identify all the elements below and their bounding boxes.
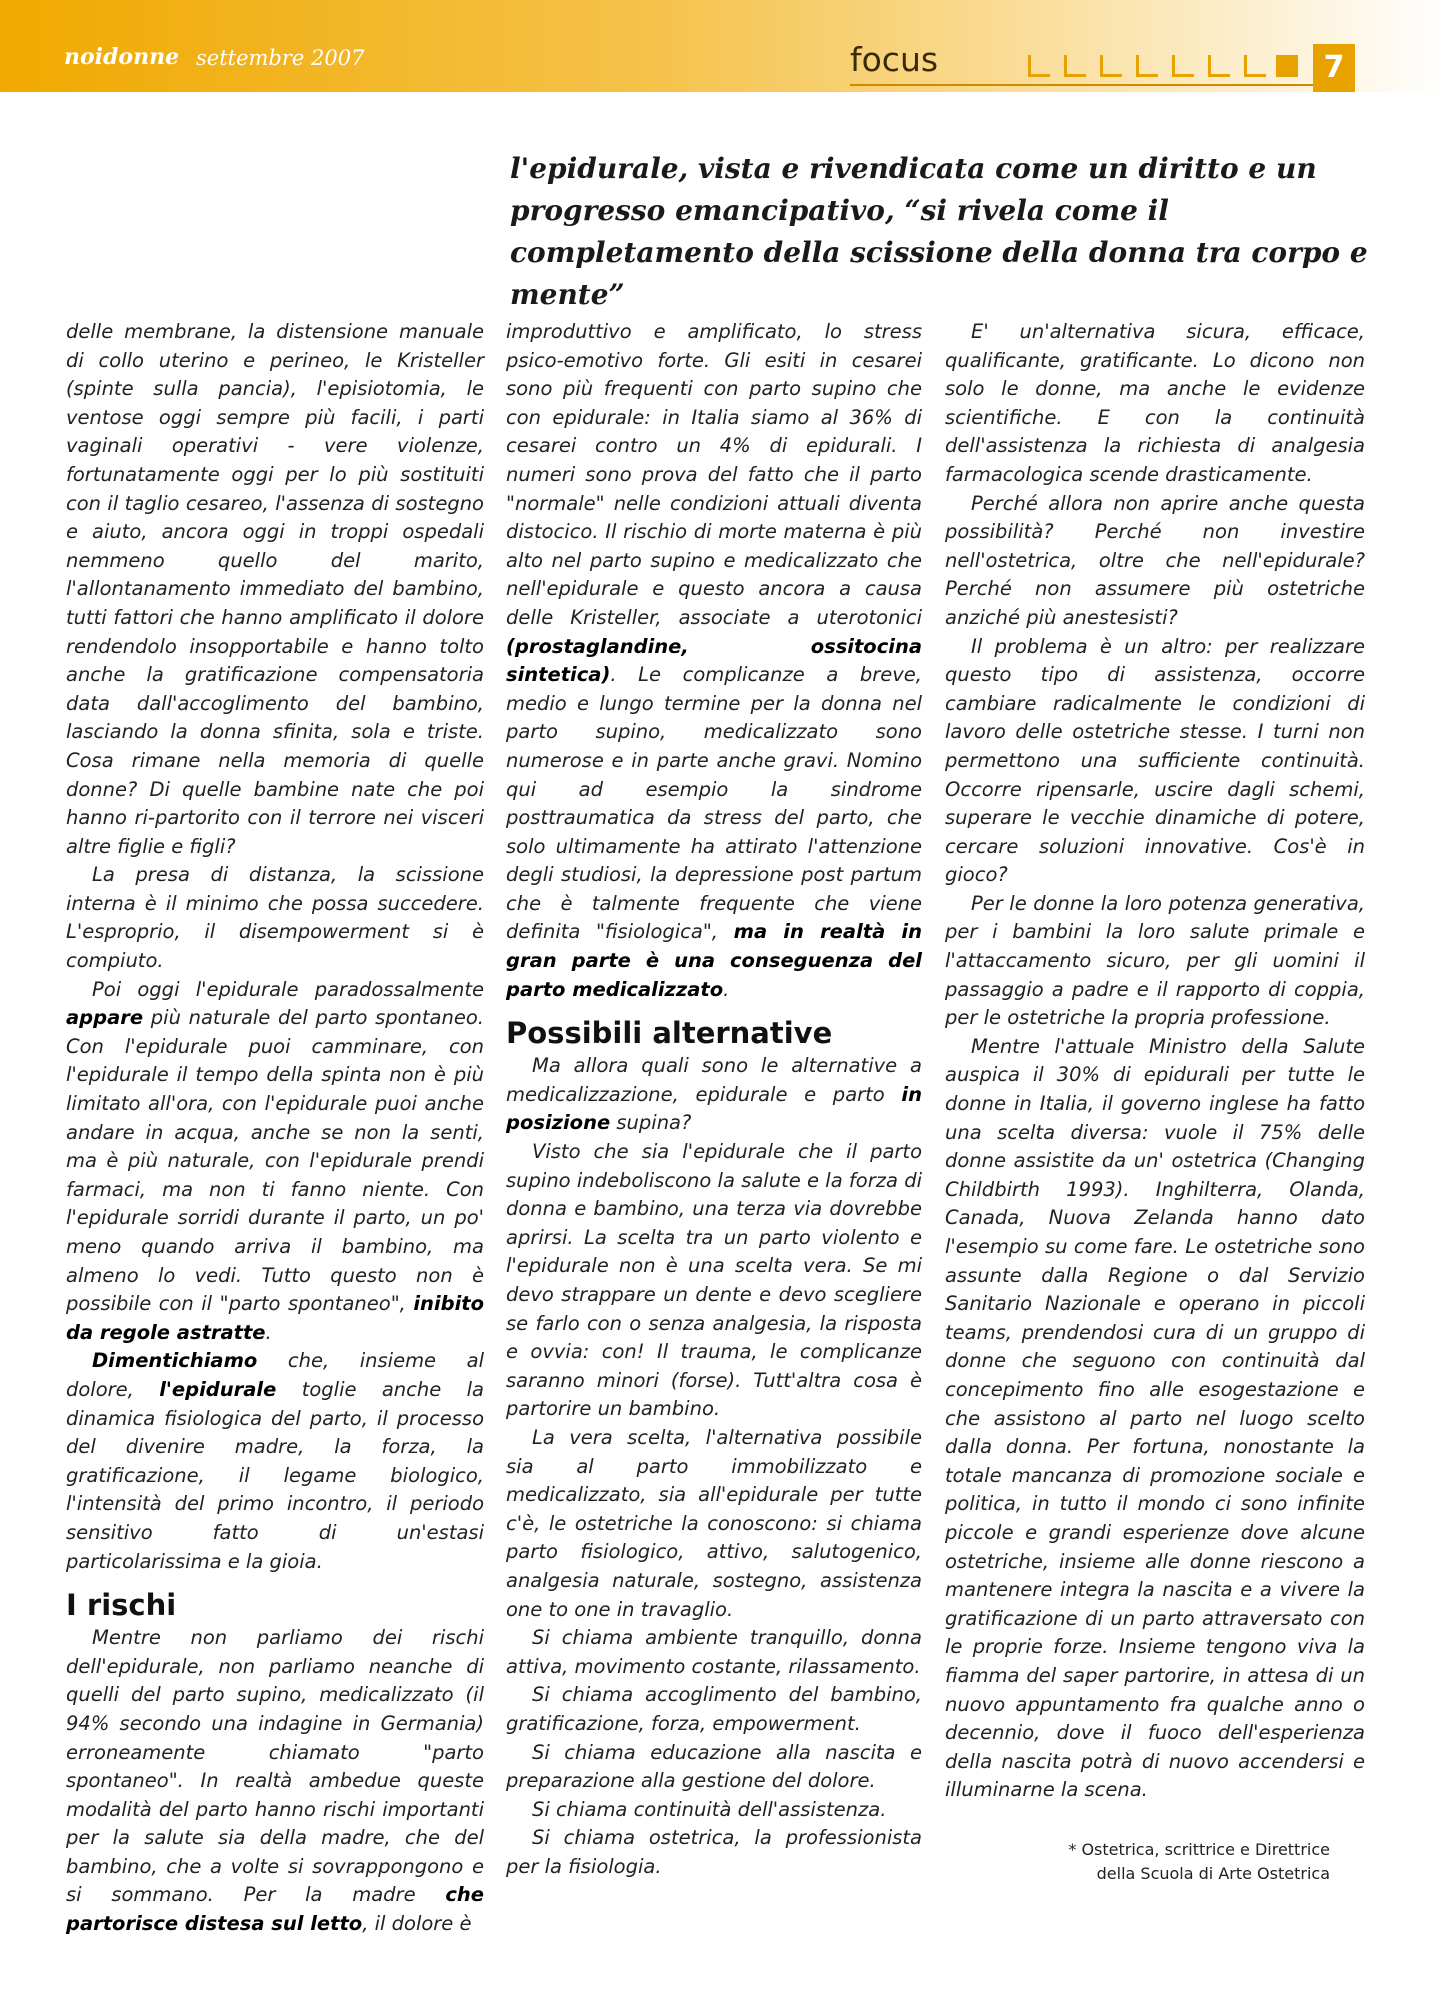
magazine-name: noidonne	[64, 44, 180, 70]
pull-quote: l'epidurale, vista e rivendicata come un diritto e un progresso emancipativo, “si rivela come il completamento della scissione della donna tra corpo e mente”	[510, 152, 1368, 311]
author-footnote: * Ostetrica, scrittrice e Direttrice della Scuola di Arte Ostetrica	[1068, 1840, 1330, 1883]
paragraph: improduttivo e amplificato, lo stress psico-emotivo forte. Gli esiti in cesarei sono più frequenti con parto supino che con epidurale: in Italia siamo al 36% di cesarei contro un 4% di epidurali. I numeri sono prova del fatto che il parto "normale" nelle condizioni attuali diventa distocico. Il rischio di morte materna è più alto nel parto supino e medicalizzato che nell'epidurale e questo ancora a causa delle Kristeller, associate a uterotonici (prostaglandine, ossitocina sintetica). Le complicanze a breve, medio e lungo termine per la donna nel parto supino, medicalizzato sono numerose e in parte anche gravi. Nomino qui ad esempio la sindrome posttraumatica da stress del parto, che solo ultimamente ha attirato l'attenzione degli studiosi, la depressione post partum che è talmente frequente che viene definita "fisiologica", ma in realtà in gran parte è una conseguenza del parto medicalizzato.	[506, 320, 922, 1001]
header-rule	[850, 84, 1330, 86]
article-column-1	[66, 318, 484, 1939]
paragraph: Si chiama ostetrica, la professionista per la fisiologia.	[506, 1826, 922, 1878]
paragraph: E' un'alternativa sicura, efficace, qualificante, gratificante. Lo dicono non solo le donne, ma anche le evidenze scientifiche. E con la continuità dell'assistenza la richiesta di analgesia farmacologica scende drasticamente.	[945, 320, 1365, 486]
paragraph: Visto che sia l'epidurale che il parto supino indeboliscono la salute e la forza di donna e bambino, una terza via dovrebbe aprirsi. La scelta tra un parto violento e l'epidurale non è una scelta vera. Se mi devo strappare un dente e devo scegliere se farlo con o senza analgesia, la risposta e ovvia: con! Il trauma, le complicanze saranno minori (forse). Tutt'altra cosa è partorire un bambino.	[506, 1140, 922, 1421]
paragraph: Dimentichiamo che, insieme al dolore, l'epidurale toglie anche la dinamica fisiologica del parto, il processo del divenire madre, la forza, la gratificazione, il legame biologico, l'intensità del primo incontro, il periodo sensitivo fatto di un'estasi particolarissima e la gioia.	[66, 1349, 484, 1573]
paragraph: Perché allora non aprire anche questa possibilità? Perché non investire nell'ostetrica, oltre che nell'epidurale? Perché non assumere più ostetriche anziché più anestesisti?	[945, 491, 1365, 629]
issue-date: settembre 2007	[196, 46, 365, 70]
paragraph: Il problema è un altro: per realizzare questo tipo di assistenza, occorre cambiare radicalmente le condizioni di lavoro delle ostetriche stesse. I turni non permettono una sufficiente continuità. Occorre ripensarle, uscire dagli schemi, superare le vecchie dinamiche di potere, cercare soluzioni innovative. Cos'è in gioco?	[945, 634, 1365, 887]
paragraph: Mentre l'attuale Ministro della Salute auspica il 30% di epidurali per tutte le donne in Italia, il governo inglese ha fatto una scelta diversa: vuole il 75% delle donne assistite da un' ostetrica (Changing Childbirth 1993). Inghilterra, Olanda, Canada, Nuova Zelanda hanno dato l'esempio su come fare. Le ostetriche sono assunte dalla Regione o dal Servizio Sanitario Nazionale e operano in piccoli teams, prendendosi cura di un gruppo di donne che seguono con continuità dal concepimento fino alle esogestazione e che assistono al parto nel luogo scelto dalla donna. Per fortuna, nonostante la totale mancanza di promozione sociale e politica, in tutto il mondo ci sono infinite piccole e grandi esperienze dove alcune ostetriche, insieme alle donne riescono a mantenere integra la nascita e a vivere la gratificazione di un parto attraversato con le proprie forze. Insieme tengono viva la fiamma del saper partorire, in attesa di un nuovo appuntamento fra qualche anno o decennio, dove il fuoco dell'esperienza della nascita potrà di nuovo accendersi e illuminarne la scena.	[945, 1034, 1365, 1802]
paragraph: Ma allora quali sono le alternative a medicalizzazione, epidurale e parto in posizione supina?	[506, 1054, 922, 1135]
paragraph: Poi oggi l'epidurale paradossalmente appare più naturale del parto spontaneo. Con l'epidurale puoi camminare, con l'epidurale il tempo della spinta non è più limitato all'ora, con l'epidurale puoi anche andare in acqua, anche se non la senti, ma è più naturale, con l'epidurale prendi farmaci, ma non ti fanno niente. Con l'epidurale sorridi durante il parto, un po' meno quando arriva il bambino, ma almeno lo vedi. Tutto questo non è possibile con il "parto spontaneo", inibito da regole astratte.	[66, 977, 484, 1344]
paragraph: Si chiama accoglimento del bambino, gratificazione, forza, empowerment.	[506, 1683, 922, 1735]
article-column-3	[945, 318, 1365, 1805]
paragraph: La vera scelta, l'alternativa possibile sia al parto immobilizzato e medicalizzato, sia all'epidurale per tutte c'è, le ostetriche la conoscono: si chiama parto fisiologico, attivo, salutogenico, analgesia naturale, sostegno, assistenza one to one in travaglio.	[506, 1425, 922, 1621]
paragraph: Per le donne la loro potenza generativa, per i bambini la loro salute primale e l'attaccamento sicuro, per gli uomini il passaggio a padre e il rapporto di coppia, per le ostetriche la propria professione.	[945, 891, 1365, 1030]
paragraph: Mentre non parliamo dei rischi dell'epidurale, non parliamo neanche di quelli del parto supino, medicalizzato (il 94% secondo una indagine in Germania) erroneamente chiamato "parto spontaneo". In realtà ambedue queste modalità del parto hanno rischi importanti per la salute sia della madre, che del bambino, che a volte si sovrappongono e si sommano. Per la madre che partorisce distesa sul letto, il dolore è	[66, 1626, 484, 1936]
section-heading: I rischi	[66, 1588, 177, 1623]
article-column-2	[506, 318, 922, 1881]
paragraph: Si chiama ambiente tranquillo, donna attiva, movimento costante, rilassamento.	[506, 1626, 922, 1678]
paragraph: La presa di distanza, la scissione interna è il minimo che possa succedere. L'esproprio, il disempowerment si è compiuto.	[66, 863, 484, 973]
page-number: 7	[1313, 44, 1355, 92]
section-title: focus	[850, 40, 939, 79]
paragraph: Si chiama continuità dell'assistenza.	[532, 1797, 887, 1821]
paragraph: Si chiama educazione alla nascita e preparazione alla gestione del dolore.	[506, 1740, 922, 1793]
section-heading: Possibili alternative	[506, 1016, 833, 1051]
paragraph: delle membrane, la distensione manuale di collo uterino e perineo, le Kristeller (spinte sulla pancia), l'episiotomia, le ventose oggi sempre più facili, i parti vaginali operativi - vere violenze, fortunatamente oggi per lo più sostituiti con il taglio cesareo, l'assenza di sostegno e aiuto, ancora oggi in troppi ospedali nemmeno quello del marito, l'allontanamento immediato del bambino, tutti fattori che hanno amplificato il dolore rendendolo insopportabile e hanno tolto anche la gratificazione compensatoria data dall'accoglimento del bambino, lasciando la donna sfinita, sola e triste. Cosa rimane nella memoria di quelle donne? Di quelle bambine nate che poi hanno ri-partorito con il terrore nei visceri altre figlie e figli?	[66, 320, 484, 858]
page-header	[0, 0, 1447, 92]
